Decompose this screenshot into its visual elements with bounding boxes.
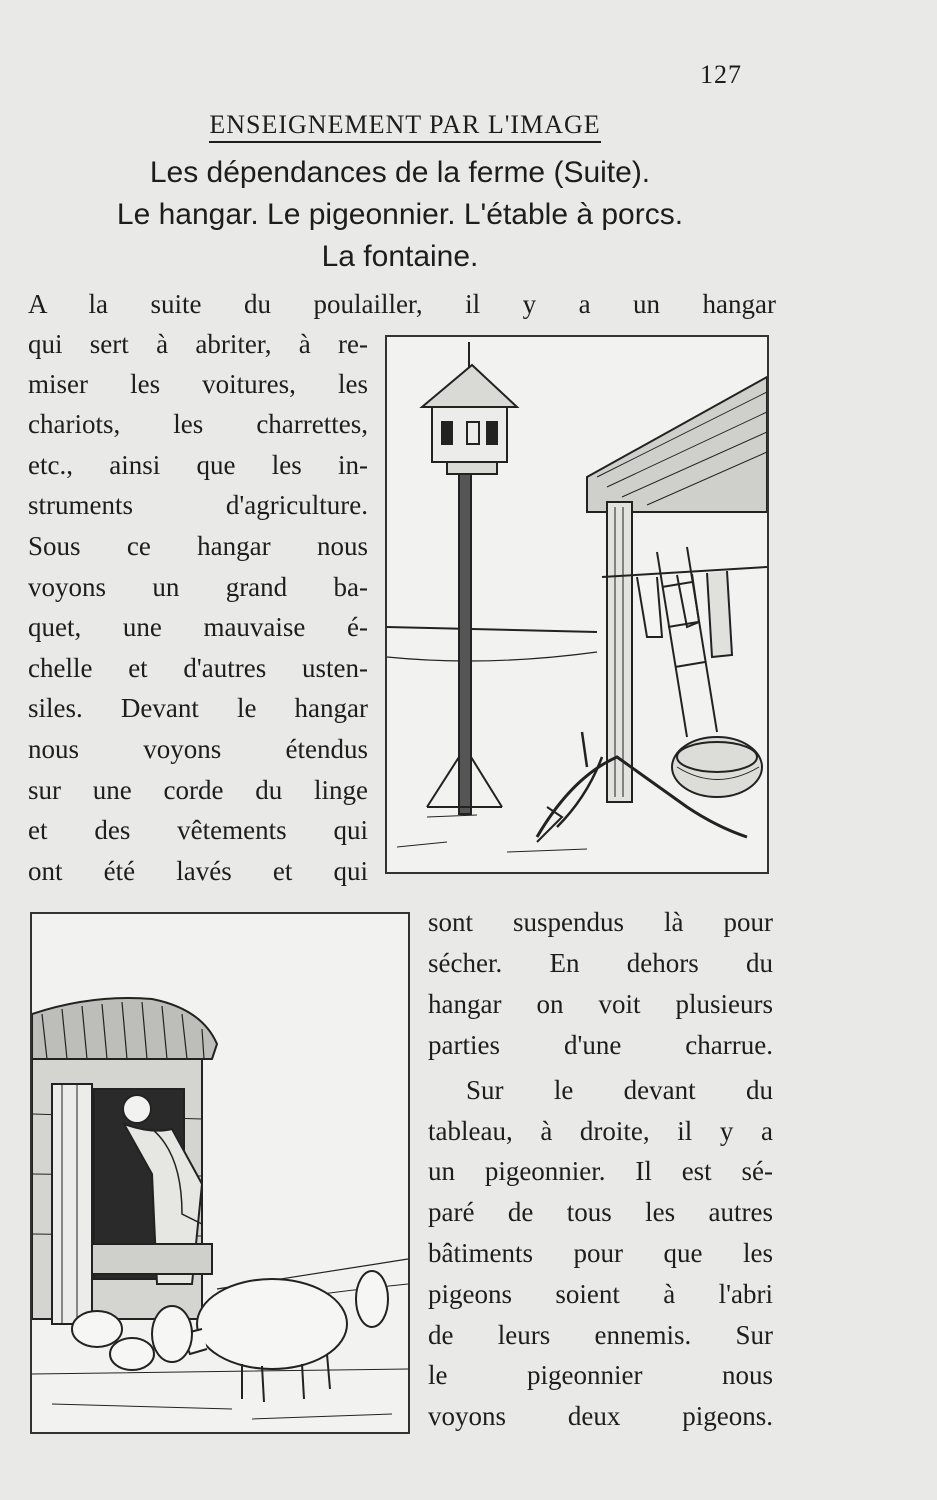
paragraph-line: nous voyons étendus — [28, 734, 368, 764]
paragraph-line: A la suite du poulailler, il y a un hangar — [28, 289, 776, 319]
paragraph-line: Sous ce hangar nous — [28, 531, 368, 561]
paragraph-line: qui sert à abriter, à re- — [28, 329, 368, 359]
paragraph-line: voyons deux pigeons. — [428, 1401, 773, 1431]
etable-porcs-illustration — [30, 912, 410, 1434]
paragraph-line: de leurs ennemis. Sur — [428, 1320, 773, 1350]
paragraph-line: le pigeonnier nous — [428, 1360, 773, 1390]
paragraph-line: etc., ainsi que les in- — [28, 450, 368, 480]
paragraph-line: chariots, les charrettes, — [28, 409, 368, 439]
paragraph-line: quet, une mauvaise é- — [28, 612, 368, 642]
paragraph-line: miser les voitures, les — [28, 369, 368, 399]
section-header — [0, 110, 810, 140]
pigeonnier-hangar-illustration — [385, 335, 769, 874]
title-line-1: Les dépendances de la ferme (Suite). — [149, 156, 651, 189]
paragraph-line: un pigeonnier. Il est sé- — [428, 1156, 773, 1186]
page-number: 127 — [700, 60, 742, 89]
paragraph-line: ont été lavés et qui — [28, 856, 368, 886]
paragraph-line: pigeons soient à l'abri — [428, 1279, 773, 1309]
title-line-2: Le hangar. Le pigeonnier. L'étable à porcs. — [116, 198, 684, 231]
paragraph-line: et des vêtements qui — [28, 815, 368, 845]
paragraph-line: tableau, à droite, il y a — [428, 1116, 773, 1146]
paragraph-line: siles. Devant le hangar — [28, 693, 368, 723]
paragraph-line: paré de tous les autres — [428, 1197, 773, 1227]
paragraph-line: sur une corde du linge — [28, 775, 368, 805]
paragraph-line: voyons un grand ba- — [28, 572, 368, 602]
paragraph-line: parties d'une charrue. — [428, 1030, 773, 1060]
paragraph-line: sont suspendus là pour — [428, 907, 773, 937]
etable-porcs-drawing — [32, 914, 408, 1432]
paragraph-line: hangar on voit plusieurs — [428, 989, 773, 1019]
section-header-text: ENSEIGNEMENT PAR L'IMAGE — [209, 110, 600, 143]
pigeonnier-hangar-drawing — [387, 337, 767, 872]
title-line-3: La fontaine. — [321, 240, 479, 273]
paragraph-line: sécher. En dehors du — [428, 948, 773, 978]
paragraph-line: chelle et d'autres usten- — [28, 653, 368, 683]
paragraph-line: Sur le devant du — [466, 1075, 773, 1105]
paragraph-line: struments d'agriculture. — [28, 490, 368, 520]
paragraph-line: bâtiments pour que les — [428, 1238, 773, 1268]
